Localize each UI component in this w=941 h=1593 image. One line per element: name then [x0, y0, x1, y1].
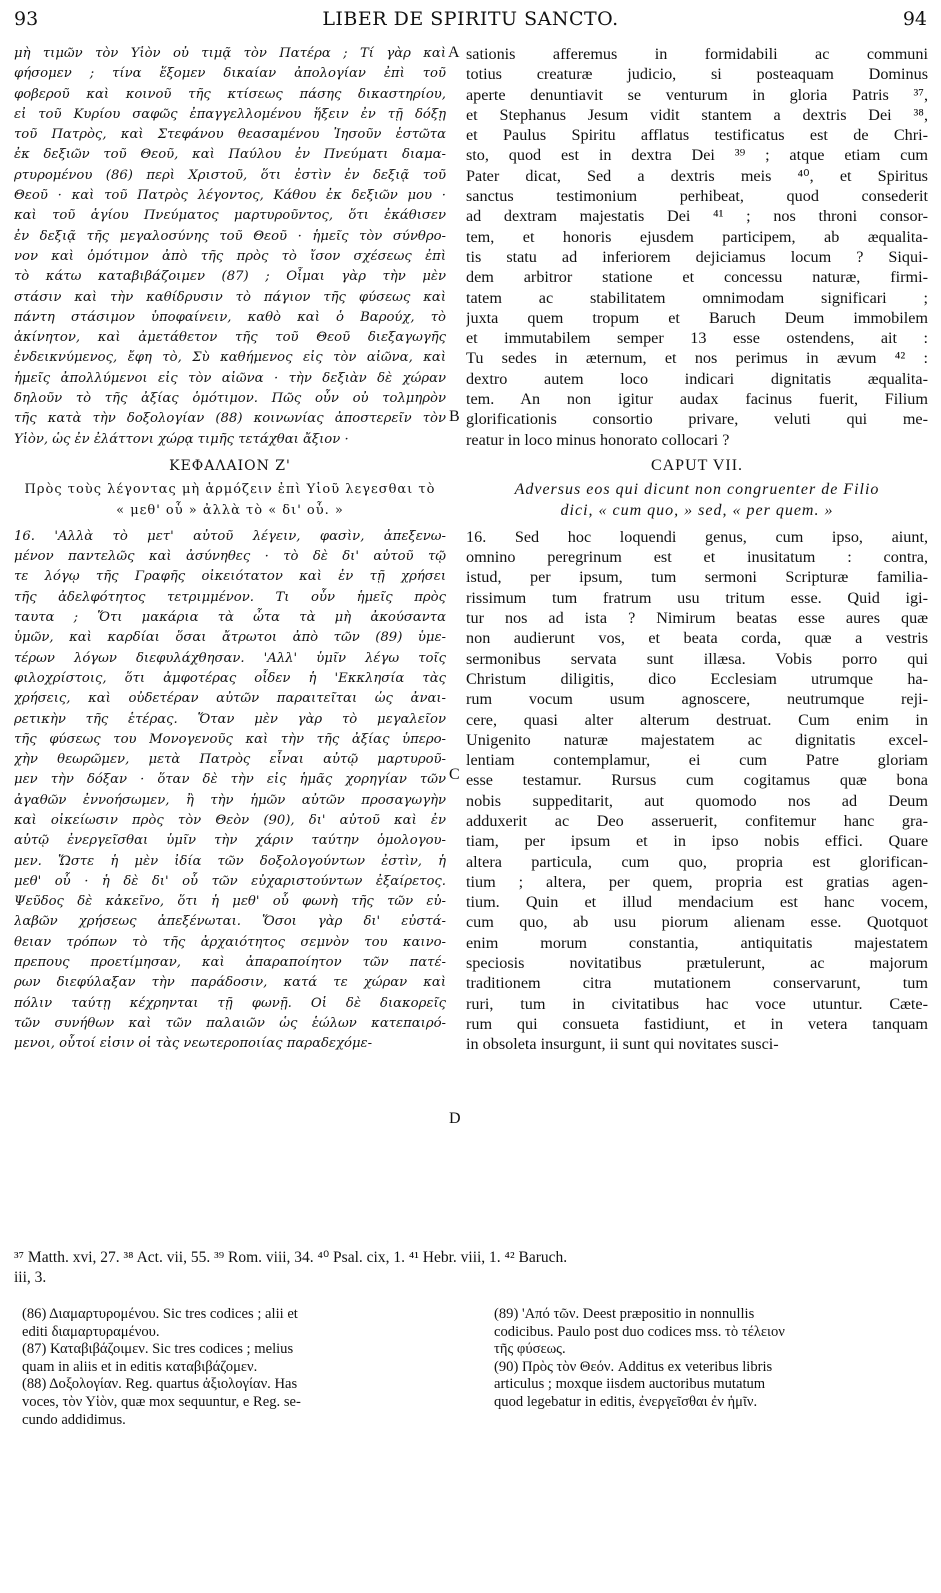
greek-text-line: καὶ οἰκείωσιν πρὸς τὸν Θεὸν (90), δι' αὐτοῦ καὶ ἐν: [14, 812, 446, 828]
margin-letter-d: D: [449, 1110, 461, 1127]
latin-text-line: Pater dicat, Sed a dextris meis ⁴⁰, et Spiritus: [466, 166, 928, 185]
greek-text-line: τῶν συνήθων καὶ τῶν παλαιῶν ὡς ἑώλων κατεπαιρό-: [14, 1015, 446, 1031]
greek-text-line: 16. 'Αλλὰ τὸ μετ' αὐτοῦ λέγειν, φασὶν, ἀπεξενω-: [14, 528, 446, 544]
greek-text-line: στάσιν καὶ τὴν καθίδρυσιν τὸ πάγιον τῆς φύσεως καὶ: [14, 289, 446, 305]
greek-text-line: δηλοῦν τὸ τῆς ἀξίας ὁμότιμον. Πῶς οὖν οὐ τολμηρὸν: [14, 391, 446, 407]
footnote-line: (90) Πρὸς τὸν Θεόν. Additus ex veteribus libris: [494, 1358, 773, 1375]
footnotes-left: [22, 1306, 446, 1429]
latin-text-line: totius creaturæ judicio, si posteaquam Dominus: [466, 65, 928, 84]
greek-text-line: πόλιν ταύτῃ κέχρηνται τῇ φωνῇ. Οἱ δὲ διακορεῖς: [14, 995, 446, 1011]
footnote-line: (89) 'Από τῶν. Deest præpositio in nonnullis: [494, 1306, 755, 1322]
latin-text-line: esse testamur. Rursus cum cogitamus quæ bona: [466, 771, 928, 790]
latin-text-line: altera particula, cum quo, propria est glorifican-: [466, 852, 928, 871]
latin-text-line: non audierunt vos, et beata corda, quæ a vestris: [466, 629, 928, 648]
footnote-line: (87) Καταβιβάζοιμεν. Sic tres codices ; melius: [22, 1341, 294, 1358]
greek-text-line: ἀγαθῶν ἐννοήσωμεν, ἢ τὴν ἡμῶν αὐτῶν προσαγωγὴν: [14, 792, 446, 808]
latin-text-line: tis statu ad inferiorem dejiciamus locum ? Siqui-: [466, 247, 928, 266]
footnote-line: voces, τὸν Υἱὸν, quæ mox sequuntur, e Reg. se-: [22, 1393, 301, 1410]
footnote-line: codicibus. Paulo post duo codices mss. τὸ τέλειον: [494, 1323, 785, 1340]
greek-text-line: τέρων λόγων διεφυλάχθησαν. 'Αλλ' ὑμῖν λέγω τοῖς: [14, 650, 446, 666]
greek-text-line: τε λόγῳ τῆς Γραφῆς οἰκειότατον καὶ ἐν τῇ χρήσει: [14, 569, 446, 585]
greek-text-line: εἰ τοῦ Κυρίου σαφῶς ἐπαγγελλομένου ἥξειν ἐν τῇ δόξῃ: [14, 106, 446, 122]
greek-text-line: ἐκ δεξιῶν τοῦ Θεοῦ, καὶ Παύλου ἐν Πνεύματι διαμα-: [14, 147, 446, 163]
latin-text-line: et immutabilem semper 13 esse ostendens, ait :: [466, 329, 928, 348]
latin-text-line: rum vocum usum agnoscere, neutrumque reji-: [466, 690, 928, 709]
latin-text-line: ruri, tum in civitatibus hac voce utuntur. Cæte-: [466, 994, 928, 1013]
greek-text-line: τῆς κατὰ τὴν δοξολογίαν (88) κοινωνίας ἀποστερεῖν τὸν: [14, 411, 446, 427]
page-number-left: 93: [14, 8, 39, 30]
greek-text-line: μένον παντελῶς καὶ ἀσύνηθες · τὸ δὲ δι' αὐτοῦ τῷ: [14, 549, 446, 565]
greek-text-line: ρων διεφύλαξαν τὴν παράδοσιν, κατά τε χώραν καὶ: [14, 975, 446, 991]
margin-letter-b: B: [449, 408, 460, 425]
running-title: LIBER DE SPIRITU SANCTO.: [322, 8, 619, 30]
greek-text-line: τὸ κάτω καταβιβάζοιμεν (87) ; Οἶμαι γὰρ τὴν μὲν: [14, 269, 446, 285]
greek-text-line: μενοι, οὗτοί εἰσιν οἱ τὰς νεωτεροποιίας παραδεχόμε-: [14, 1036, 373, 1052]
latin-text-line: lentiam contemplamur, ei cum Patre gloriam: [466, 751, 928, 770]
latin-text-line: sermonibus servata sunt illæsa. Vobis porro qui: [466, 649, 928, 668]
greek-text-line: μὴ τιμῶν τὸν Υἱὸν οὐ τιμᾷ τὸν Πατέρα ; Τί γὰρ καὶ: [14, 46, 446, 61]
footnote-line: articulus ; moxque iisdem auctoribus mutatum: [494, 1376, 766, 1393]
footnote-line: quod legebatur in editis, ἐνεργεῖσθαι ἐν ἡμῖν.: [494, 1393, 758, 1410]
latin-text-line: sationis afferemus in formidabili ac communi: [466, 45, 928, 63]
latin-text-line: tium. Quin et illud mendacium est hanc vocem,: [466, 893, 928, 912]
latin-text-line: reatur in loco minus honorato collocari ?: [466, 430, 730, 449]
footnote-line: cundo addidimus.: [22, 1411, 126, 1428]
latin-text-line: tem, et honoris ejusdem participem, ab æqualita-: [466, 227, 928, 246]
greek-text-block-2: [14, 527, 446, 1055]
latin-column: [466, 44, 928, 1055]
latin-text-line: rum qui consueta fastidiunt, et in vetera tanquam: [466, 1014, 928, 1033]
greek-text-line: αὐτῷ ἐνεργεῖσθαι ὑμῖν τὴν χάριν ταύτην ὁμολογου-: [14, 833, 446, 849]
greek-subtitle-line: « μεθ' οὗ » ἀλλὰ τὸ « δι' οὗ. »: [116, 502, 344, 518]
greek-text-line: φήσομεν ; τίνα ἕξομεν δικαίαν ἀπολογίαν ἐπὶ τοῦ: [14, 66, 446, 82]
greek-text-line: ταυτα ; Ὅτι μακάρια τὰ ὦτα τὰ μὴ ἀκούσαντα: [14, 610, 446, 626]
greek-text-line: πάντη στάσιμον ὑποφαίνειν, καθὸ καὶ ὁ Βαρούχ, τὸ: [14, 309, 446, 325]
reference-line: iii, 3.: [14, 1269, 47, 1286]
greek-text-line: ὑμῶν, καὶ καρδίαι ὅσαι ἄτρωτοι ἀπὸ τῶν (89) ὑμε-: [14, 630, 446, 646]
latin-text-line: nobis suppeditarit, aut quomodo nos ad Deum: [466, 791, 928, 810]
latin-text-line: juxta quem tropum et Baruch Deum immobilem: [466, 308, 928, 327]
latin-text-line: 16. Sed hoc loquendi genus, cum ipso, aiunt,: [466, 527, 928, 546]
greek-chapter-subtitle: [14, 480, 446, 521]
latin-text-line: Christum diligitis, dico Ecclesiam utrumque ha-: [466, 669, 928, 688]
greek-subtitle-line: Πρὸς τοὺς λέγοντας μὴ ἁρμόζειν ἐπὶ Υἱοῦ λεγεσθαι τὸ: [24, 482, 436, 498]
latin-text-line: Tu sedes in æternum, et nos perimus in ævum ⁴² :: [466, 349, 928, 368]
latin-text-line: dem arbitror statione et concessu naturæ, firmi-: [466, 268, 928, 287]
footnotes-right: [494, 1306, 926, 1412]
latin-subtitle-line: dici, « cum quo, » sed, « per quem. »: [560, 501, 834, 519]
greek-text-line: ἀκίνητον, καὶ ἀμετάθετον τῆς τοῦ Θεοῦ διεξαγωγῆς: [14, 330, 446, 346]
latin-text-line: et Stephanus Jesum vidit stantem a dextris Dei ³⁸,: [466, 105, 928, 124]
footnote-line: τῆς φύσεως.: [494, 1341, 566, 1358]
latin-text-line: sanctus testimonium perhibeat, quod consederit: [466, 187, 928, 206]
latin-chapter-title: CAPUT VII.: [650, 456, 744, 474]
greek-text-line: τῆς ἀδελφότητος τετριμμένον. Τι οὖν ἡμεῖς πρὸς: [14, 589, 446, 605]
reference-line: ³⁷ Matth. xvi, 27. ³⁸ Act. vii, 55. ³⁹ Rom. viii, 34. ⁴⁰ Psal. cix, 1. ⁴¹ Hebr. viii, 1. ⁴² Baruch.: [14, 1249, 568, 1266]
greek-text-line: μεθ' οὗ · ἡ δὲ δι' οὗ τῶν εὐχαριστούντων ἐξαίρετος.: [14, 873, 446, 889]
latin-text-line: rissimum tum fratrum usu tritum esse. Quid igi-: [466, 588, 928, 607]
latin-text-line: sto, quod est in dextra Dei ³⁹ ; atque etiam cum: [466, 146, 928, 165]
greek-text-line: λαβῶν χρήσεως ἀπεξένωται. Ὅσοι γὰρ δι' εὐστά-: [14, 914, 446, 930]
latin-text-line: tem. An non igitur audax facinus fuerit, Filium: [466, 390, 928, 409]
latin-text-line: ad dextram majestatis Dei ⁴¹ ; nos throni consor-: [466, 207, 928, 226]
running-header: [14, 8, 927, 38]
greek-text-block-1: [14, 44, 446, 450]
latin-text-line: aperte denuntiavit se venturum in gloria Patris ³⁷,: [466, 85, 928, 104]
page-number-right: 94: [902, 8, 927, 30]
greek-chapter-title: ΚΕΦΑΛΑΙΟΝ Ζ': [169, 457, 291, 474]
footnote-line: quam in aliis et in editis καταβιβάζομεν.: [22, 1358, 258, 1375]
greek-column: [14, 44, 446, 1055]
greek-text-line: ἐν δεξιᾷ τῆς μεγαλοσύνης τοῦ Θεοῦ · ἡμεῖς τὸν σύνθρο-: [14, 228, 446, 244]
margin-letter-c: C: [449, 766, 460, 783]
greek-text-line: μεν. Ὥστε ἡ μὲν ἰδία τῶν δοξολογούντων ἐστὶν, ἡ: [14, 853, 446, 869]
latin-text-line: speciosis novitatibus prætulerunt, ac majorum: [466, 954, 928, 973]
latin-text-line: tiam, per ipsum et in ipso nobis effici. Quare: [466, 832, 928, 851]
latin-text-line: dextro autem loco indicari dignitatis æqualita-: [466, 369, 928, 388]
greek-text-line: ἐνδεικνύμενος, ἔφη τὸ, Σὺ καθήμενος εἰς τὸν αἰῶνα, καὶ: [14, 350, 446, 366]
greek-text-line: φιλοχρίστοις, ὅτι ἀμφοτέρας οἶδεν ἡ 'Εκκλησία τὰς: [14, 670, 446, 686]
greek-text-line: χὴν θεωρῶμεν, μετὰ Πατρὸς εἶναι αὐτῷ μαρτυροῦ-: [14, 752, 446, 768]
latin-text-line: cere, quasi alter alterum destruat. Cum enim in: [466, 710, 928, 729]
scripture-references: [14, 1248, 927, 1288]
greek-text-line: ἡμεῖς ἀπολλύμενοι εἰς τὸν αἰῶνα · τὴν δεξιὰν δὲ χώραν: [14, 370, 446, 386]
greek-text-line: μεν τὴν δόξαν · ὅταν δὲ τὴν εἰς ἡμᾶς χορηγίαν τῶν: [14, 772, 446, 788]
footnote-line: editi διαμαρτυραμένου.: [22, 1323, 160, 1340]
latin-text-line: omnino peregrinum est et inusitatum : contra,: [466, 548, 928, 567]
margin-letter-a: A: [448, 44, 460, 61]
latin-text-line: tium ; altera, per quem, propria est gratias agen-: [466, 872, 928, 891]
greek-text-line: Ψεῦδος δὲ κἀκεῖνο, ὅτι ἡ μεθ' οὗ φωνὴ τῆς τῶν εὐ-: [14, 894, 446, 910]
greek-text-line: ρτυρομένου (86) περὶ Χριστοῦ, ὅτι ἐστὶν ἐν δεξιᾷ τοῦ: [14, 167, 446, 183]
greek-text-line: ρετικὴν τῆς ἑτέρας. Ὅταν μὲν γὰρ τὸ μεγαλεῖον: [14, 711, 446, 727]
latin-text-line: adduxerit ac Deo asseruerit, confitemur hanc gra-: [466, 811, 928, 830]
latin-chapter-subtitle: [466, 480, 928, 521]
greek-text-line: πρεπους προετίμησαν, καὶ ἀπαραποίητον τῶν πατέ-: [14, 955, 446, 971]
latin-text-block-1: [466, 44, 928, 450]
latin-text-line: Unigenito naturæ majestatem ac dignitatis excel-: [466, 730, 928, 749]
greek-text-line: φοβεροῦ καὶ κοινοῦ τῆς κτίσεως πάσης δικαστηρίου,: [14, 86, 446, 102]
latin-text-block-2: [466, 527, 928, 1055]
latin-text-line: istud, per ipsum, tum sermoni Scripturæ familia-: [466, 568, 928, 587]
latin-text-line: tur nos ad ista ? Nimirum beatas esse aures quæ: [466, 609, 928, 628]
greek-text-line: χρήσεις, καὶ οὐδετέραν αὐτῶν παραιτεῖται ὡς ἀναι-: [14, 691, 446, 707]
greek-text-line: τοῦ Πατρὸς, καὶ Στεφάνου θεασαμένου Ἰησοῦν ἑστῶτα: [14, 127, 446, 143]
latin-text-line: cum quo, ab usu piorum alienam esse. Quotquot: [466, 913, 928, 932]
greek-text-line: θειαν τρόπων τὸ τῆς ἀρχαιότητος σεμνὸν του καινο-: [14, 934, 446, 950]
latin-text-line: enim morum constantia, antiquitatis majestatem: [466, 933, 928, 952]
footnote-line: (86) Διαμαρτυρομένου. Sic tres codices ; alii et: [22, 1306, 298, 1322]
greek-text-line: Θεοῦ · καὶ τοῦ Πατρὸς λέγοντος, Κάθου ἐκ δεξιῶν μου ·: [14, 188, 446, 204]
greek-text-line: νον καὶ ὁμότιμον ἀπὸ τῆς πρὸς τὸ ἴσον σχέσεως ἐπὶ: [14, 248, 446, 264]
greek-text-line: τῆς φύσεως του Μονογενοῦς καὶ τὴν τῆς ἀξίας ὑπερο-: [14, 731, 446, 747]
latin-text-line: in obsoleta insurgunt, ii sunt qui novitates susci-: [466, 1035, 779, 1054]
latin-text-line: et Paulus Spiritu afflatus testificatus est de Chri-: [466, 126, 928, 145]
greek-text-line: καὶ τοῦ ἁγίου Πνεύματος μαρτυροῦντος, ὅτι ἐκάθισεν: [14, 208, 446, 224]
greek-text-line: Υἱὸν, ὡς ἐν ἐλάττονι χώρᾳ τιμῆς τετάχθαι ἄξιον ·: [14, 431, 349, 447]
footnote-line: (88) Δοξολογίαν. Reg. quartus ἀξιολογίαν. Has: [22, 1376, 298, 1393]
latin-text-line: tatem ac stabilitatem omnimodam significari ;: [466, 288, 928, 307]
latin-text-line: glorificationis consortio privare, veluti qui me-: [466, 410, 928, 429]
latin-subtitle-line: Adversus eos qui dicunt non congruenter de Filio: [514, 481, 880, 499]
latin-text-line: traditionem citra mutationem conservarunt, tum: [466, 974, 928, 993]
